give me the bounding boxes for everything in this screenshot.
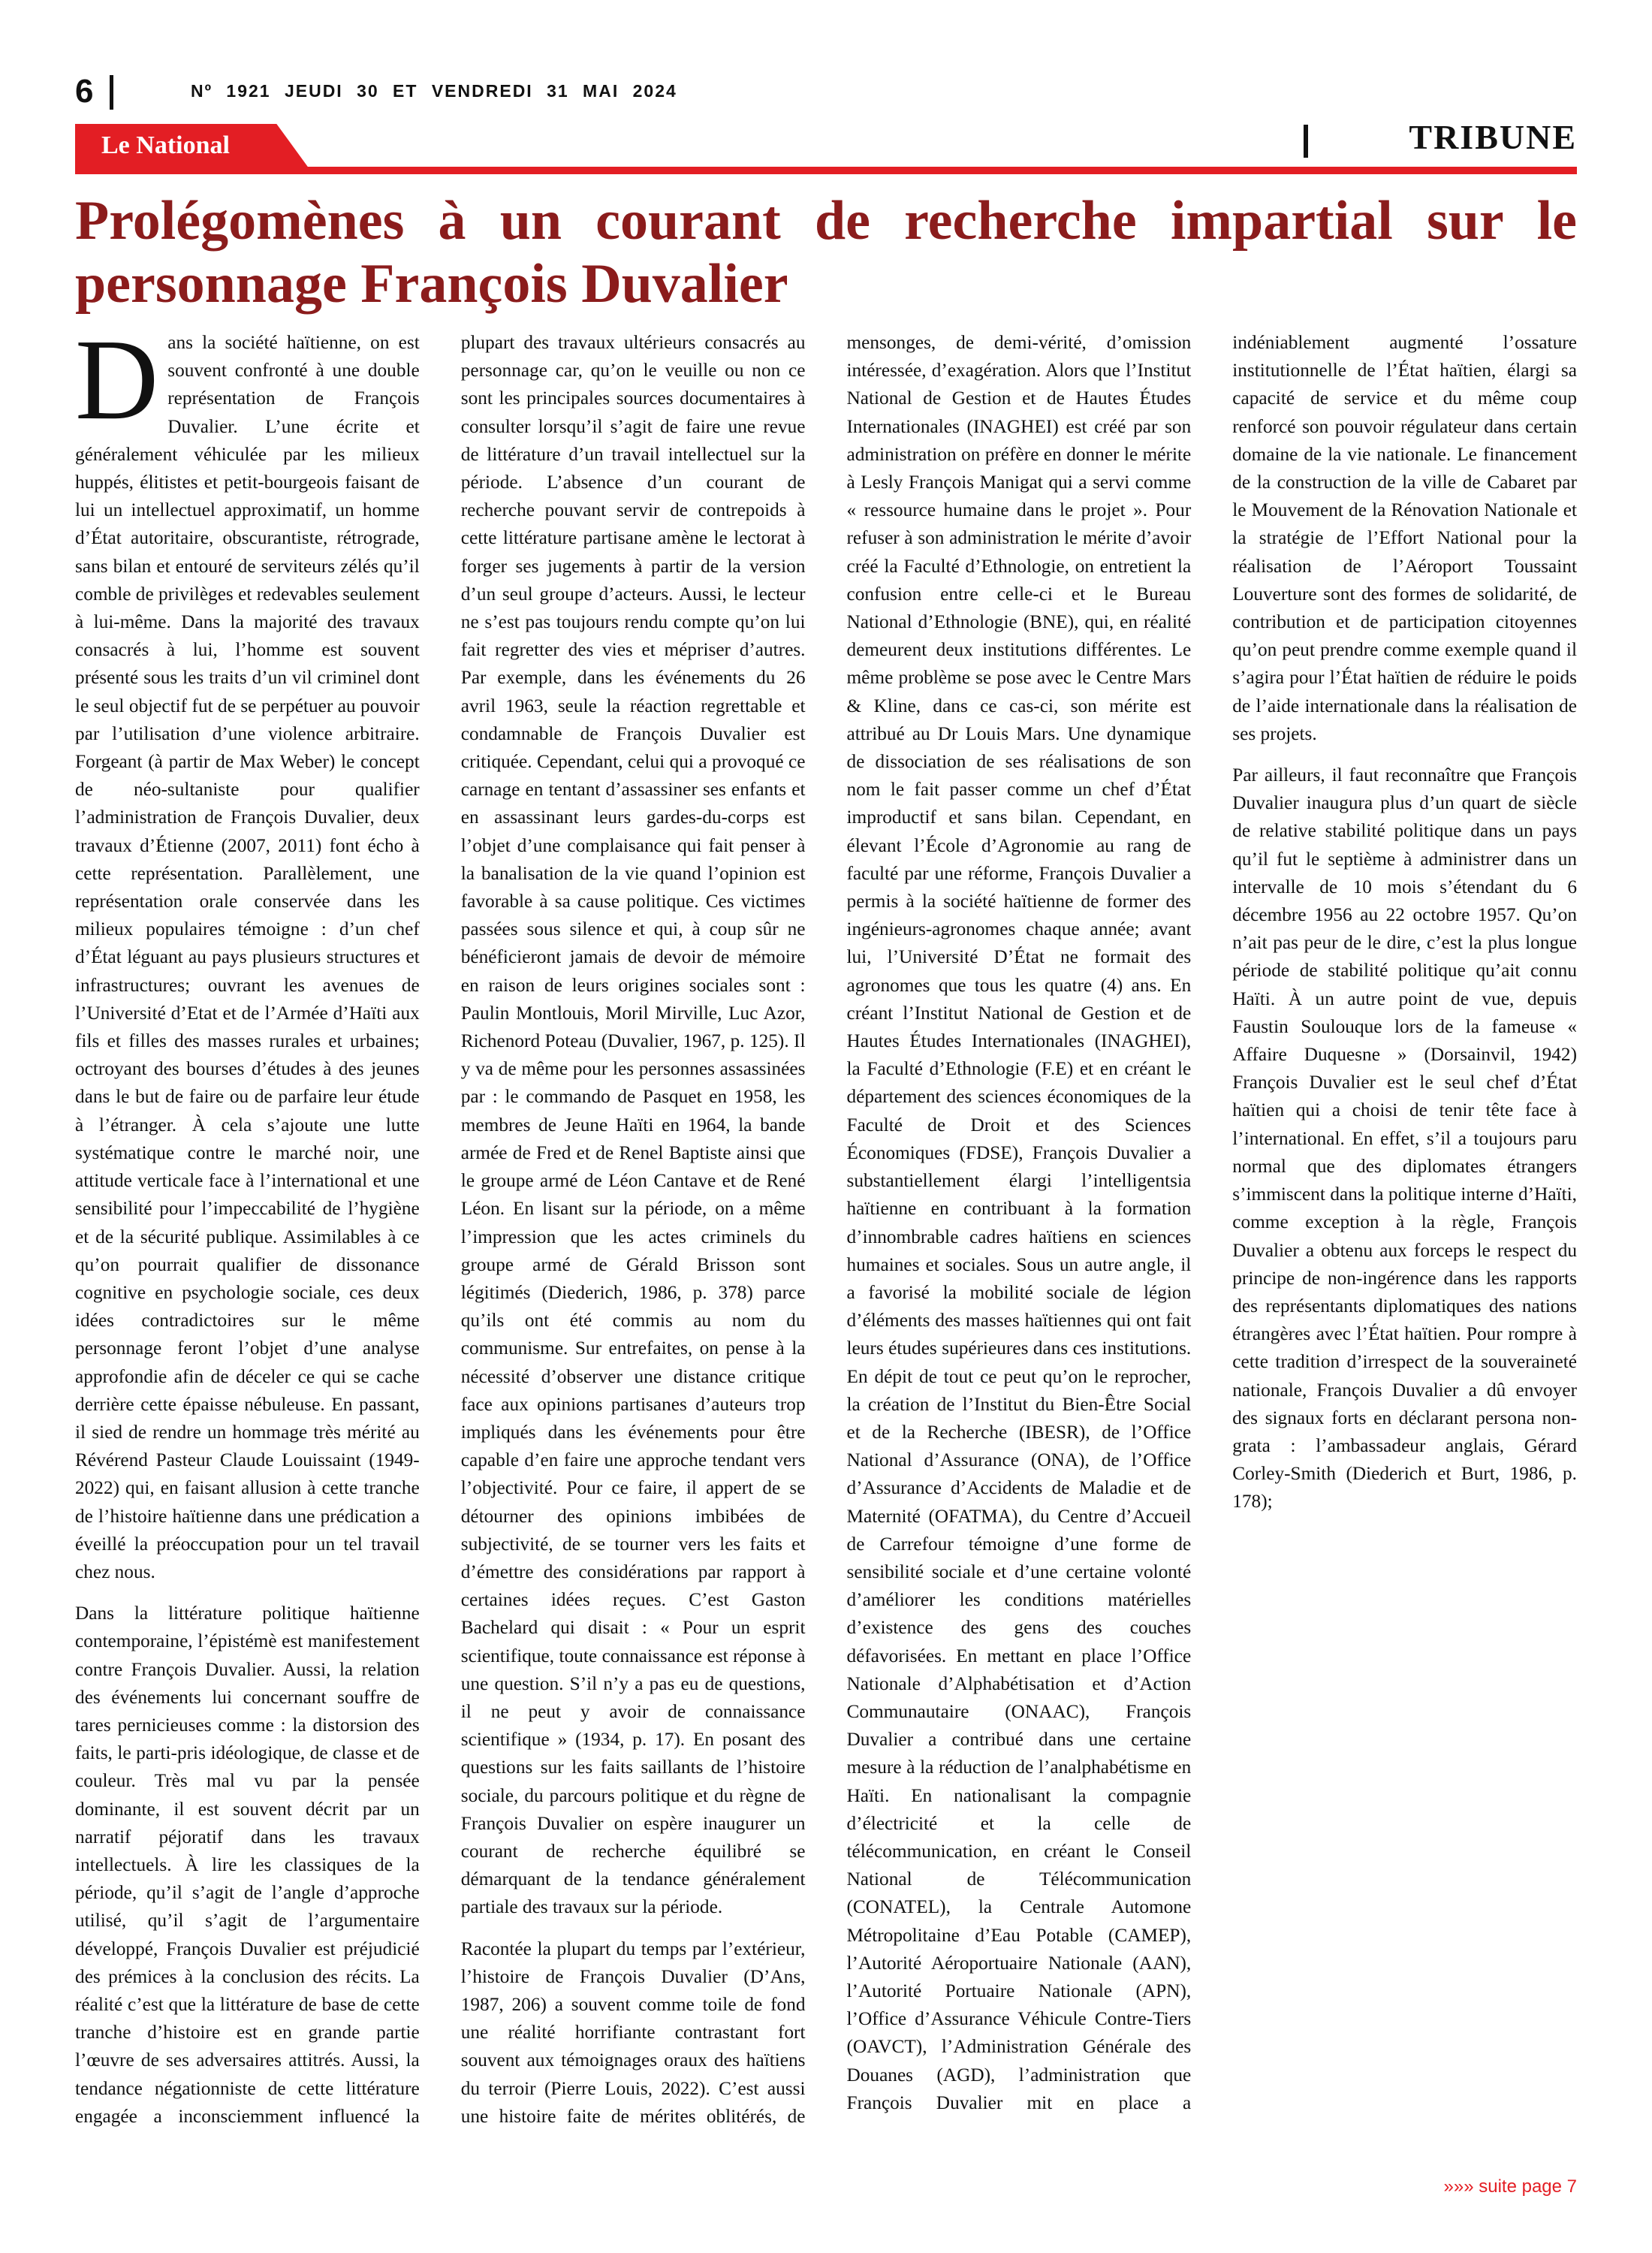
header-rule	[75, 167, 1577, 174]
article-paragraph: Par ailleurs, il faut reconnaître que François Duvalier inaugura plus d’un quart de siècle de relative stabilité politique dans un pays qu’il fut le septième à administrer dans un intervalle de 10 mois s’étendant du 6 décembre 1956 au 22 octobre 1957. Qu’on n’ait pas peur de le dire, c’est la plus longue période de stabilité politique qu’ait connu Haïti. À un autre point de vue, depuis Faustin Soulouque lors de la fameuse « Affaire Duquesne » (Dorsainvil, 1942) François Duvalier est le seul chef d’État haïtien qui a choisi de tenir tête face à l’international. En effet, s’il a toujours paru normal que des diplomates étrangers s’immiscent dans la politique interne d’Haïti, comme exception à la règle, François Duvalier a obtenu aux forceps le respect du principe de non-ingérence dans les rapports des représentants diplomatiques des nations étrangères avec l’État haïtien. Pour rompre à cette tradition d’irrespect de la souveraineté nationale, François Duvalier a dû envoyer des signaux forts en déclarant persona non-grata : l’ambassadeur anglais, Gérard Corley-Smith (Diederich et Burt, 1986, p. 178);	[1232, 765, 1577, 1513]
article-body	[75, 316, 1577, 2134]
drop-cap: D	[75, 316, 159, 444]
article-paragraph	[75, 316, 420, 1586]
page-number: 6	[75, 73, 94, 110]
page-number-divider	[110, 75, 113, 110]
issue-info: Nº 1921 JEUDI 30 ET VENDREDI 31 MAI 2024	[191, 81, 677, 101]
brand-name: Le National	[101, 131, 230, 159]
article-paragraph: Dans la littérature politique haïtienne contemporaine, l’épistémè est manifestement contre François Duvalier. Aussi, la relation des événements lui concernant souffre de tares pernicieuses comme : la distorsion des faits, le parti-pris idéologique, de classe et de couleur. Très mal vu par la pensée dominante, il est souvent décrit par un narratif péjoratif dans les travaux intellectuels. À lire les classiques de la période, qu’il s’agit de l’angle d’approche utilisé, qu’il s’agit de l’argumentaire développé, François Duvalier est préjudicié des prémices à la conclusion des récits. La réalité c’est que la littérature de base de cette tranche d’histoire est en grande partie l’œuvre de ses adversaires attitrés. Aussi, la tendance négationniste de cette littérature engagée a inconsciemment influencé la plupart des travaux ultérieurs consacrés au personnage car, qu’on le veuille ou non ce sont les principales sources documentaires à consulter lorsqu’il s’agit de faire une revue de littérature d’un travail intellectuel sur la période. L’absence d’un courant de recherche pouvant servir de contrepoids à cette littérature partisane amène le lectorat à forger ses jugements à partir de la version d’un seul groupe d’acteurs. Aussi, le lecteur ne s’est pas toujours rendu compte qu’on lui fait regretter des vies et mépriser d’autres. Par exemple, dans les événements du 26 avril 1963, seule la réaction regrettable et condamnable de François Duvalier est critiquée. Cependant, celui qui a provoqué ce carnage en tentant d’assassiner ses enfants et en assassinant leurs gardes-du-corps est l’objet d’une complaisance qui fait penser à la banalisation de la vie quand l’opinion est favorable à sa cause politique. Ces victimes passées sous silence et qui, à coup sûr ne bénéficieront jamais de devoir de mémoire en raison de leurs origines sociales sont : Paulin Montlouis, Moril Mirville, Luc Azor, Richenord Poteau (Duvalier, 1967, p. 125). Il y va de même pour les personnes assassinées par : le commando de Pasquet en 1958, les membres de Jeune Haïti en 1964, la bande armée de Fred et de Renel Baptiste ainsi que le groupe armé de Léon Cantave et de René Léon. En lisant sur la période, on a même l’impression que les actes criminels du groupe armé de Gérald Brisson sont légitimés (Diederich, 1986, p. 378) parce qu’ils ont été commis au nom du communisme. Sur entrefaites, on pense à la nécessité d’observer une distance critique face aux opinions partisanes d’auteurs trop impliqués dans les événements pour être capable d’en faire une approche tendant vers l’objectivité. Pour ce faire, il appert de se détourner des opinions imbibées de subjectivité, de se tourner vers les faits et d’émettre des considérations par rapport à certaines idées reçues. C’est Gaston Bachelard qui disait : « Pour un esprit scientifique, toute connaissance est réponse à une question. S’il n’y a pas eu de questions, il ne peut y avoir de connaissance scientifique » (1934, p. 17). En posant des questions sur les faits saillants de l’histoire sociale, du parcours politique et du règne de François Duvalier on espère inaugurer un courant de recherche équilibré se démarquant de la tendance généralement partiale des travaux sur la période.	[75, 332, 806, 2127]
article-title: Prolégomènes à un courant de recherche impartial sur le personnage François Duvalier	[75, 190, 1577, 315]
section-label: TRIBUNE	[1409, 118, 1577, 156]
paragraph-text: ans la société haïtienne, on est souvent confronté à une double représentation de François Duvalier. L’une écrite et généralement véhiculée par les milieux huppés, élitistes et petit-bourgeois faisant de lui un intellectuel approximatif, un homme d’État autoritaire, obscurantiste, rétrograde, sans bilan et entouré de serviteurs zélés qu’il comble de privilèges et redevables seulement à lui-même. Dans la majorité des travaux consacrés à lui, l’homme est souvent présenté sous les traits d’un vil criminel dont le seul objectif fut de se perpétuer au pouvoir par l’utilisation d’une violence arbitraire. Forgeant (à partir de Max Weber) le concept de néo-sultaniste pour qualifier l’administration de François Duvalier, deux travaux d’Étienne (2007, 2011) font écho à cette représentation. Parallèlement, une représentation orale conservée dans les milieux populaires témoigne : d’un chef d’État léguant au pays plusieurs structures et infrastructures; ouvrant les avenues de l’Université d’Etat et de l’Armée d’Haïti aux fils et filles des masses rurales et urbaines; octroyant des bourses d’études à des jeunes dans le but de faire ou de parfaire leur étude à l’étranger. À cela s’ajoute une lutte systématique contre le marché noir, une attitude verticale face à l’international et une sensibilité pour l’impeccabilité de l’hygiène et de la sécurité publique. Assimilables à ce qu’on pourrait qualifier de dissonance cognitive en psychologie sociale, ces deux idées contradictoires sur le même personnage feront l’objet d’une analyse approfondie afin de déceler ce qui se cache derrière cette épaisse nébuleuse. En passant, il sied de rendre un hommage très mérité au Révérend Pasteur Claude Louissaint (1949-2022) qui, en faisant allusion à cette tranche de l’histoire haïtienne dans une prédication a éveillé la préoccupation pour un tel travail chez nous.	[75, 332, 420, 1582]
continued-link[interactable]: »»» suite page 7	[1443, 2176, 1577, 2197]
section-divider	[1304, 125, 1308, 158]
article-paragraph: Racontée la plupart du temps par l’extérieur, l’histoire de François Duvalier (D’Ans, 1987, 206) a souvent comme toile de fond une réalité horrifiante contrastant fort souvent aux témoignages oraux des haïtiens du terroir (Pierre Louis, 2022). C’est aussi une histoire faite de mérites oblitérés, de mensonges, de demi-vérité, d’omission intéressée, d’exagération. Alors que l’Institut National de Gestion et de Hautes Études Internationales (INAGHEI) est créé par son administration on préfère en donner le mérite à Lesly François Manigat qui a servi comme « ressource humaine dans le projet ». Pour refuser à son administration le mérite d’avoir créé la Faculté d’Ethnologie, on entretient la confusion entre celle-ci et le Bureau National d’Ethnologie (BNE), qui, en réalité demeurent deux institutions différentes. Le même problème se pose avec le Centre Mars & Kline, dans ce cas-ci, son mérite est attribué au Dr Louis Mars. Une dynamique de dissociation de ses réalisations de son nom le fait passer comme un chef d’État improductif et sans bilan. Cependant, en élevant l’École d’Agronomie au rang de faculté par une réforme, François Duvalier a permis à la société haïtienne de former des ingénieurs-agronomes chaque année; avant lui, l’Université D’État ne formait des agronomes que tous les quatre (4) ans. En créant l’Institut National de Gestion et de Hautes Études Internationales (INAGHEI), la Faculté d’Ethnologie (F.E) et en créant le département des sciences économiques de la Faculté de Droit et des Sciences Économiques (FDSE), François Duvalier a substantiellement élargi l’intelligentsia haïtienne en contribuant à la formation d’innombrable cadres haïtiens en sciences humaines et sociales. Sous un autre angle, il a favorisé la mobilité sociale de légion d’éléments des masses haïtiennes qui ont fait leurs études supérieures dans ces institutions. En dépit de tout ce peut qu’on le reprocher, la création de l’Institut du Bien-Être Social et de la Recherche (IBESR), de l’Office National d’Assurance (ONA), de l’Office d’Assurance d’Accidents de Maladie et de Maternité (OFATMA), du Centre d’Accueil de Carrefour témoigne d’une forme de sensibilité sociale et d’une certaine volonté d’améliorer les conditions matérielles d’existence des gens des couches défavorisées. En mettant en place l’Office Nationale d’Alphabétisation et d’Action Communautaire (ONAAC), François Duvalier a contribué dans une certaine mesure à la réduction de l’analphabétisme en Haïti. En nationalisant la compagnie d’électricité et la celle de télécommunication, en créant le Conseil National de Télécommunication (CONATEL), la Centrale Automone Métropolitaine d’Eau Potable (CAMEP), l’Autorité Aéroportuaire Nationale (AAN), l’Autorité Portuaire Nationale (APN), l’Office d’Assurance Véhicule Contre-Tiers (OAVCT), l’Administration Générale des Douanes (AGD), l’administration que François Duvalier mit en place a indéniablement augmenté l’ossature institutionnelle de l’État haïtien, élargi sa capacité de service et du même coup renforcé son pouvoir régulateur dans certain domaine de la vie nationale. Le financement de la construction de la ville de Cabaret par le Mouvement de la Rénovation Nationale et la stratégie de l’Effort National pour la réalisation de l’Aéroport Toussaint Louverture sont des formes de solidarité, de contribution et de participation citoyennes qu’on peut prendre comme exemple quand il s’agira pour l’État haïtien de réduire le poids de l’aide internationale dans la réalisation de ses projets.	[460, 332, 1577, 2127]
masthead-bar	[75, 71, 1577, 116]
